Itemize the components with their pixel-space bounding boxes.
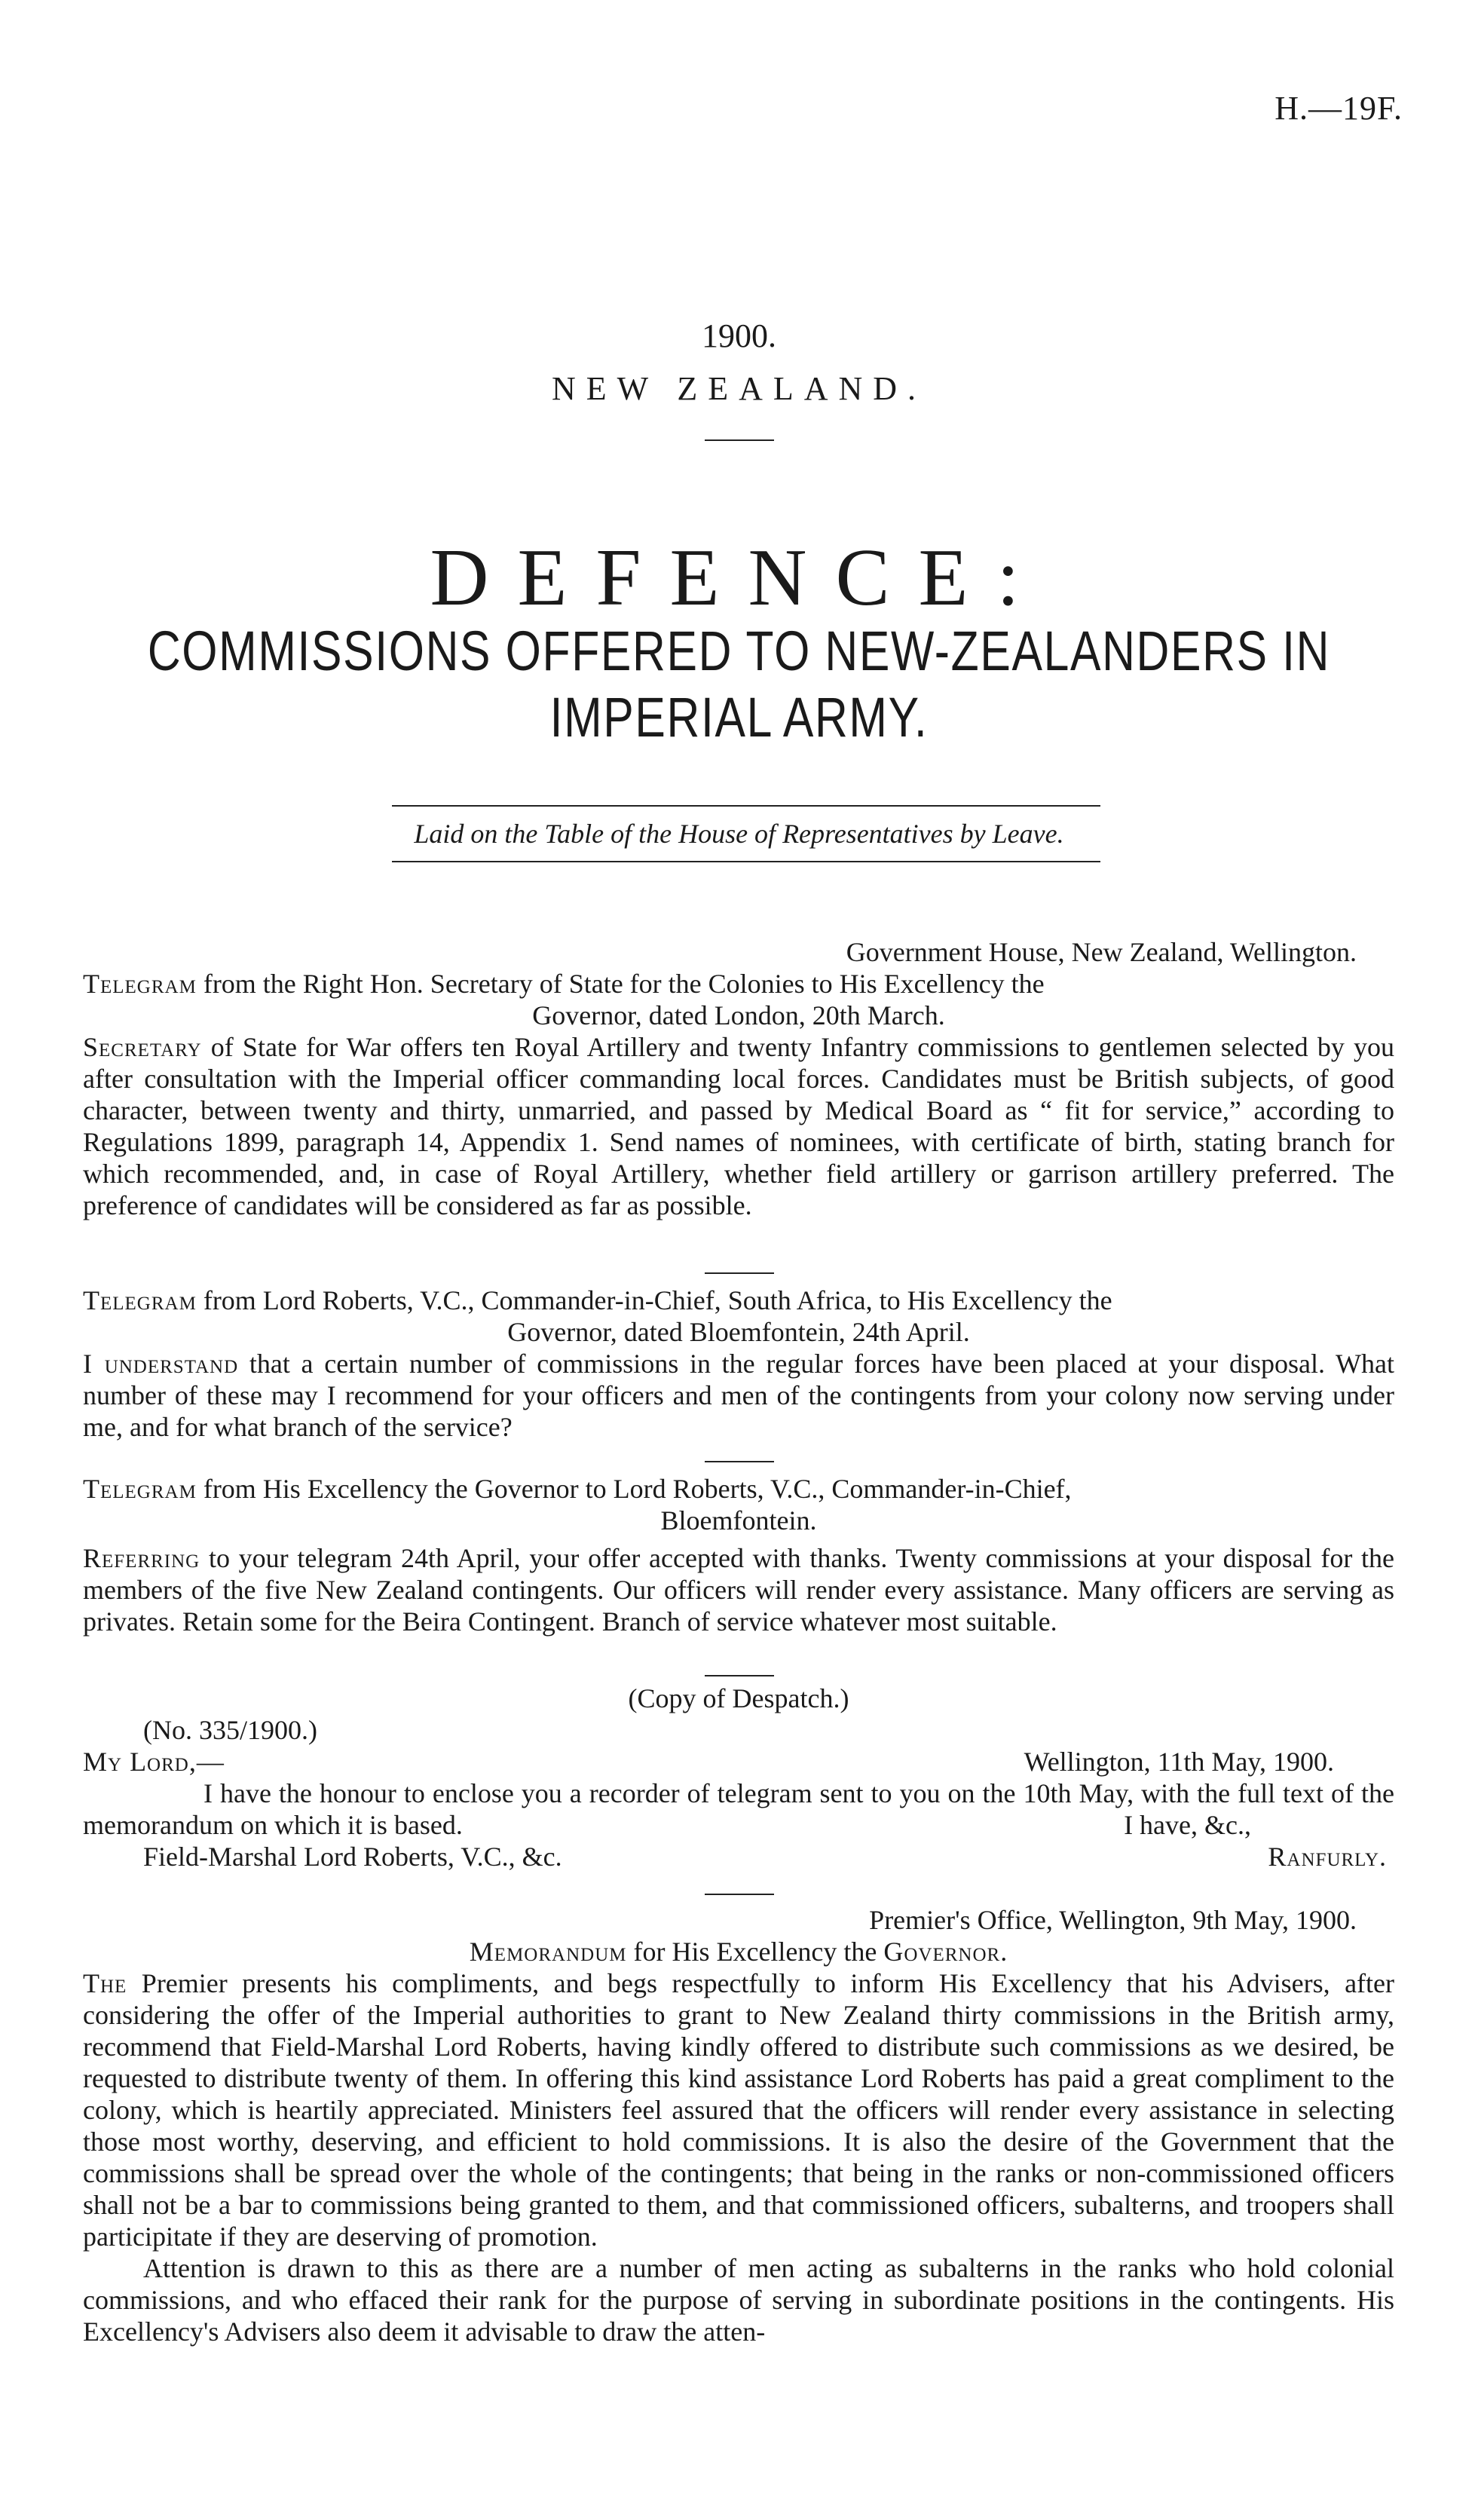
telegram-heading xyxy=(83,1284,1394,1316)
divider xyxy=(705,1894,774,1895)
despatch-closing: I have, &c., xyxy=(1124,1810,1251,1840)
lead-word: Referring xyxy=(83,1543,200,1573)
lead-word: Telegram xyxy=(83,1474,197,1504)
telegram-body xyxy=(83,1031,1394,1221)
divider xyxy=(705,1272,774,1274)
laid-on-table-note: Laid on the Table of the House of Representatives by Leave. xyxy=(414,819,1064,849)
memo-paragraph: Attention is drawn to this as there are a number of men acting as subalterns in the ranks who hold colonial commissions, and who effaced their rank for the purpose of serving in subordinate positions in the contingents. His Excellency's Advisers also deem it advisable to draw the atten- xyxy=(83,2253,1394,2347)
telegram-heading xyxy=(83,968,1394,1000)
divider xyxy=(392,861,1100,862)
addressee: Field-Marshal Lord Roberts, V.C., &c. xyxy=(143,1842,562,1872)
memo-heading-end: Governor. xyxy=(883,1937,1008,1967)
salutation: My Lord,— xyxy=(83,1747,225,1777)
document-subtitle xyxy=(133,618,1345,751)
memo-heading-mid: for His Excellency the xyxy=(626,1937,884,1967)
despatch-body: I have the honour to enclose you a recorder of telegram sent to you on the 10th May, with the full text of the memorandum on which it is based. xyxy=(83,1778,1394,1840)
telegram-3 xyxy=(83,1473,1394,1637)
divider xyxy=(705,1461,774,1462)
heading-text: from the Right Hon. Secretary of State for the Colonies to His Excellency the xyxy=(196,969,1045,999)
telegram-1 xyxy=(83,936,1394,1221)
lead-word: Telegram xyxy=(83,1285,197,1315)
despatch-number: (No. 335/1900.) xyxy=(143,1715,317,1745)
telegram-heading-cont: Governor, dated Bloemfontein, 24th April. xyxy=(507,1317,970,1347)
telegram-heading-cont: Bloemfontein. xyxy=(660,1505,817,1536)
body-text: that a certain number of commissions in the regular forces have been placed at your disposal. What number of these may I recommend for your officers and men of the contingents from your colony now serving under me, and for what branch of the service? xyxy=(83,1349,1394,1442)
telegram-body xyxy=(83,1348,1394,1443)
subtitle-line: COMMISSIONS OFFERED TO NEW-ZEALANDERS IN xyxy=(147,620,1331,682)
lead-word: I understand xyxy=(83,1349,239,1379)
telegram-body xyxy=(83,1542,1394,1637)
divider xyxy=(392,805,1100,807)
document-title: DEFENCE: xyxy=(430,533,1048,623)
despatch-date: Wellington, 11th May, 1900. xyxy=(1024,1747,1334,1777)
lead-word: Telegram xyxy=(83,969,197,999)
heading-text: from His Excellency the Governor to Lord Roberts, V.C., Commander-in-Chief, xyxy=(196,1474,1072,1504)
page-reference: H.—19F. xyxy=(1275,90,1403,127)
body-text: to your telegram 24th April, your offer accepted with thanks. Twenty commissions at your disposal for the members of the five New Zealand contingents. Our officers will render every assistance. Many officers are serving as privates. Retain some for the Beira Contingent. Branch of service whatever most suitable. xyxy=(83,1543,1394,1637)
lead-word: The xyxy=(83,1968,127,1998)
divider xyxy=(705,439,774,441)
body-text: of State for War offers ten Royal Artillery and twenty Infantry commissions to gentlemen selected by you after consultation with the Imperial officer commanding local forces. Candidates must be British subjects, of good character, between twenty and thirty, unmarried, and passed by Medical Board as “ fit for service,” according to Regulations 1899, paragraph 14, Appendix 1. Send names of nominees, with certificate of birth, stating branch for which recommended, and, in case of Royal Artillery, whether field artillery or garrison artillery preferred. The preference of candidates will be considered as far as possible. xyxy=(83,1032,1394,1220)
despatch xyxy=(83,1683,1394,1872)
despatch-heading: (Copy of Despatch.) xyxy=(628,1683,849,1713)
subtitle-line: IMPERIAL ARMY. xyxy=(549,686,929,749)
memo-paragraph xyxy=(83,1967,1394,2252)
despatch-addressee-row xyxy=(83,1841,1394,1872)
despatch-salutation-row xyxy=(83,1746,1394,1777)
telegram-2 xyxy=(83,1284,1394,1443)
heading-text: from Lord Roberts, V.C., Commander-in-Chief, South Africa, to His Excellency the xyxy=(196,1285,1112,1315)
memorandum xyxy=(83,1904,1394,2347)
place-line: Government House, New Zealand, Wellington. xyxy=(846,937,1357,967)
memo-place: Premier's Office, Wellington, 9th May, 1900. xyxy=(869,1905,1357,1935)
memo-heading xyxy=(83,1936,1394,1967)
signature: Ranfurly. xyxy=(1268,1842,1387,1872)
telegram-heading xyxy=(83,1473,1394,1505)
lead-word: Secretary xyxy=(83,1032,202,1062)
memo-heading-lead: Memorandum xyxy=(469,1937,627,1967)
country: NEW ZEALAND. xyxy=(551,370,927,407)
telegram-heading-cont: Governor, dated London, 20th March. xyxy=(532,1000,945,1030)
divider xyxy=(705,1675,774,1676)
year: 1900. xyxy=(702,317,776,354)
body-text: Premier presents his compliments, and begs respectfully to inform His Excellency that his Advisers, after considering the offer of the Imperial authorities to grant to New Zealand thirty commissions in the British army, recommend that Field-Marshal Lord Roberts, having kindly offered to distribute such commissions as we desired, be requested to distribute twenty of them. In offering this kind assistance Lord Roberts has paid a great compliment to the colony, which is heartily appreciated. Ministers feel assured that the officers will render every assistance in selecting those most worthy, deserving, and efficient to hold commissions. It is also the desire of the Government that the commissions shall be spread over the whole of the contingents; that being in the ranks or non-commissioned officers shall not be a bar to commissions being granted to them, and that commissioned officers, subalterns, and troopers shall participitate if they are deserving of promotion. xyxy=(83,1968,1394,2252)
